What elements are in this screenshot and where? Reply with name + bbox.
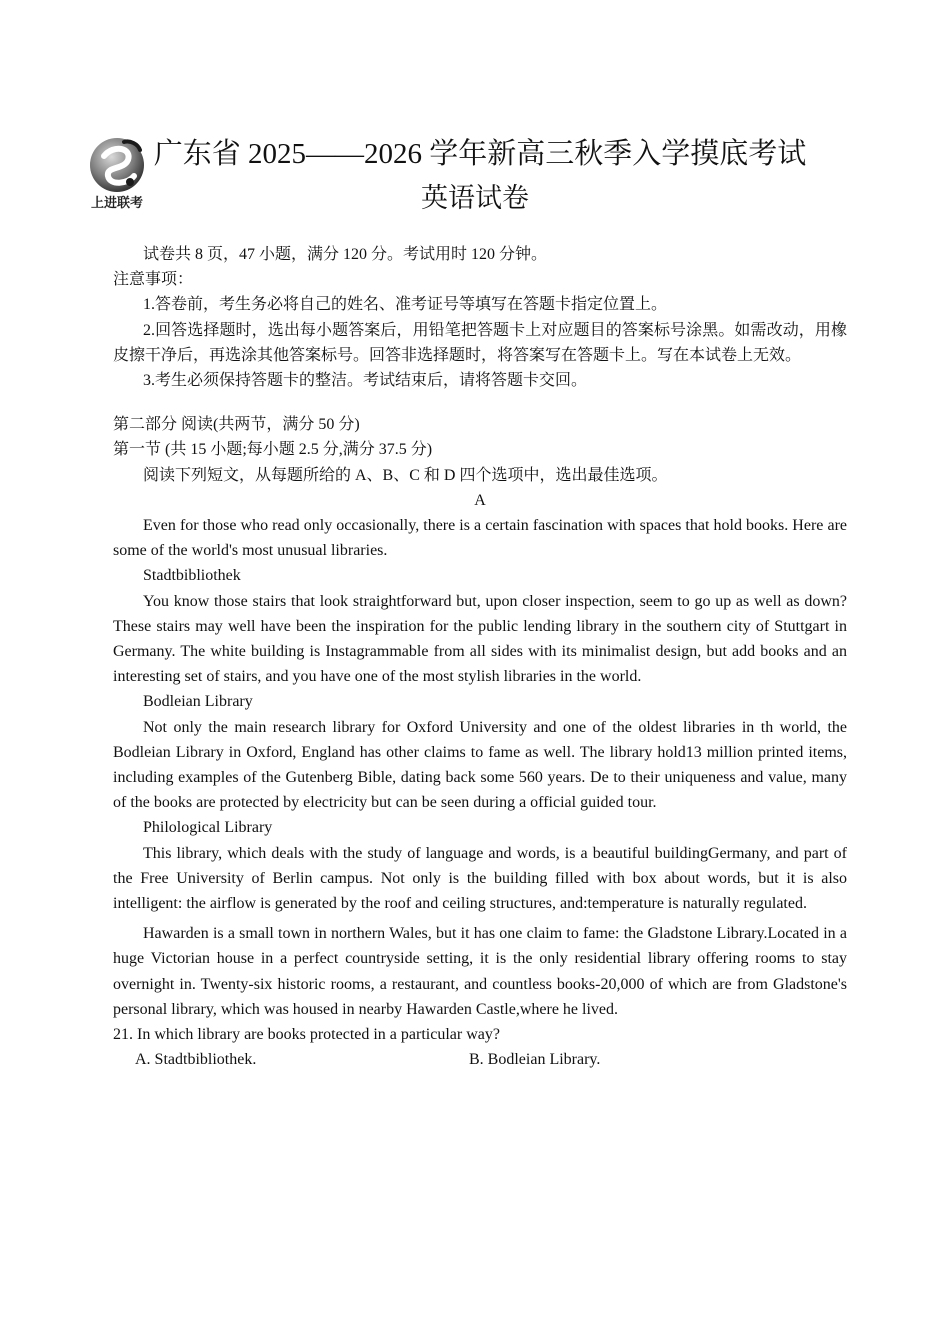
passage-heading-1: Stadtbibliothek: [143, 567, 241, 585]
section-part: 第二部分 阅读(共两节，满分 50 分): [113, 416, 360, 434]
passage-heading-2: Bodleian Library: [143, 693, 253, 711]
exam-body: [113, 242, 847, 1073]
exam-title: 广东省 2025——2026 学年新高三秋季入学摸底考试: [153, 138, 807, 170]
passage-paragraph-4: Hawarden is a small town in northern Wales, but it has one claim to fame: the Gladstone Library.Located in a huge Victorian house in a perfect countryside setting, it is the only residential library offering rooms to stay overnight in. Twenty-six historic rooms, a restaurant, and countless books-20,000 of which are from Gladstone's personal library, which was housed in nearby Hawarden Castle,where he lived.: [113, 925, 847, 1018]
passage-paragraph-2: Not only the main research library for Oxford University and one of the oldest libraries in th world, the Bodleian Library in Oxford, England has other claims to fame as well. The library hold13 million printed items, including examples of the Gutenberg Bible, dating back some 560 years. De to their uniqueness and value, many of the books are protected by electricity but can be seen during a official guided tour.: [113, 718, 847, 812]
exam-summary: 试卷共 8 页，47 小题，满分 120 分。考试用时 120 分钟。: [143, 246, 548, 263]
notice-item-3: 3.考生必须保持答题卡的整洁。考试结束后，请将答题卡交回。: [143, 372, 588, 390]
question-21-stem: 21. In which library are books protected in a particular way?: [113, 1026, 500, 1044]
passage-paragraph-3: This library, which deals with the study of language and words, is a beautiful buildingGermany, and part of the Free University of Berlin campus. Not only is the building filled with box about words, but it is also intelligent: the airflow is generated by the roof and ceiling structures, and:temperature is naturally regulated.: [113, 844, 847, 913]
passage-intro: Even for those who read only occasionally, there is a certain fascination with spaces that hold books. Here are some of the world's most unusual libraries.: [113, 517, 847, 560]
section-instruction: 阅读下列短文，从每题所给的 A、B、C 和 D 四个选项中，选出最佳选项。: [143, 466, 668, 484]
option-b: B. Bodleian Library.: [469, 1051, 601, 1069]
notice-item-1: 1.答卷前，考生务必将自己的姓名、准考证号等填写在答题卡指定位置上。: [143, 296, 668, 314]
passage-heading-3: Philological Library: [143, 819, 273, 837]
exam-subject: 英语试卷: [421, 183, 529, 213]
section-subsection: 第一节 (共 15 小题;每小题 2.5 分,满分 37.5 分): [113, 441, 433, 459]
notice-item-2: 2.回答选择题时，选出每小题答案后，用铅笔把答题卡上对应题目的答案标号涂黑。如需改动，用橡皮擦干净后，再选涂其他答案标号。回答非选择题时，将答案写在答题卡上。写在本试卷上无效。: [113, 321, 847, 364]
question-21-options: [113, 1047, 847, 1072]
logo-text: 上进联考: [90, 196, 143, 211]
option-a: A. Stadtbibliothek.: [135, 1051, 257, 1069]
passage-label: A: [474, 491, 486, 509]
notice-title: 注意事项：: [113, 271, 194, 289]
passage-paragraph-1: You know those stairs that look straightforward but, upon closer inspection, seem to go up as well as down? These stairs may well have been the inspiration for the public lending library in the southern city of Stuttgart in Germany. The white building is Instagrammable from all sides with its minimalist design, but add books and an interesting set of stairs, and you have one of the most stylish libraries in the world.: [113, 592, 847, 686]
